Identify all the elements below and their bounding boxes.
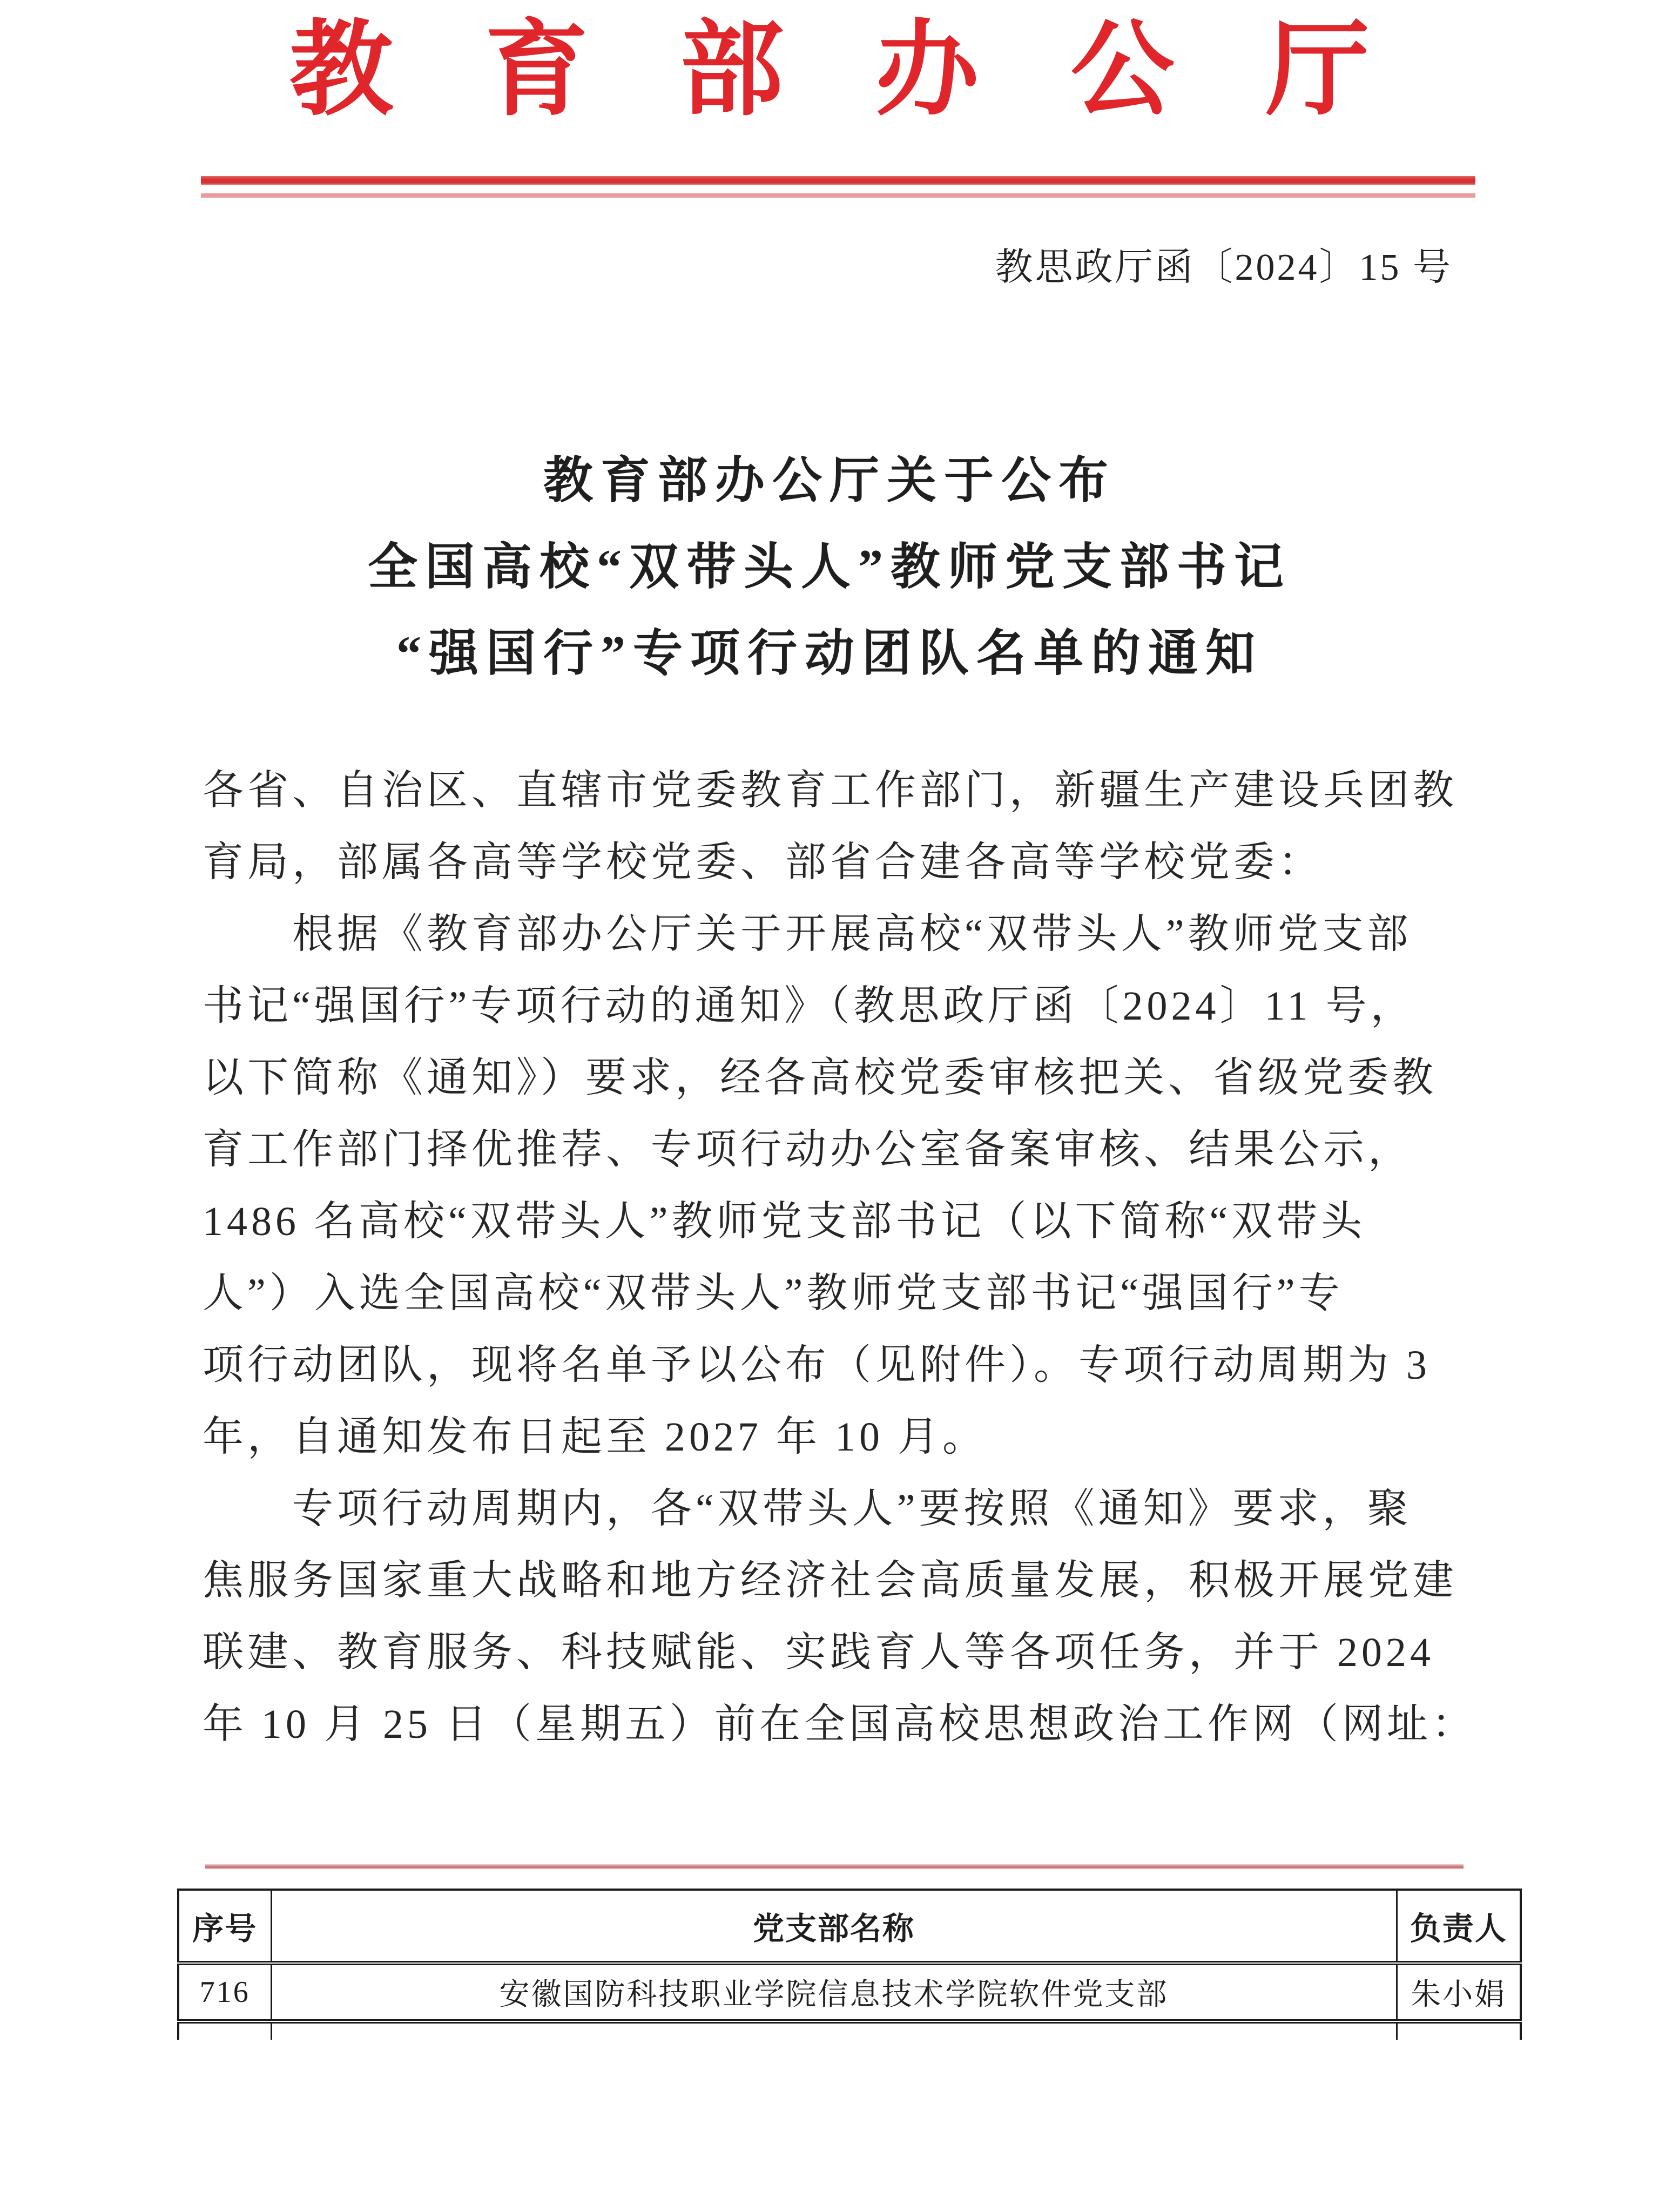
body-line: 以下简称《通知》）要求，经各高校党委审核把关、省级党委教 [203, 1055, 1437, 1101]
notice-title [0, 437, 1659, 697]
table-header-row [178, 1890, 1521, 1963]
table-header-leader: 负责人 [1397, 1890, 1521, 1963]
red-rule-thick [201, 176, 1475, 185]
body-line: 年 10 月 25 日（星期五）前在全国高校思想政治工作网（网址： [203, 1702, 1476, 1747]
page-separator-line [205, 1864, 1464, 1869]
cell-empty [1397, 2021, 1521, 2040]
cell-empty [271, 2021, 1397, 2040]
body-line: 书记“强国行”专项行动的通知》（教思政厅函〔2024〕11 号， [203, 983, 1415, 1029]
body-line: 焦服务国家重大战略和地方经济社会高质量发展，积极开展党建 [203, 1558, 1458, 1603]
table-header-branch-name: 党支部名称 [271, 1890, 1397, 1963]
red-rule-thin [201, 193, 1475, 198]
cell-leader: 朱小娟 [1397, 1963, 1521, 2021]
table-row-partial [178, 2021, 1521, 2040]
body-line: 各省、自治区、直辖市党委教育工作部门，新疆生产建设兵团教 [203, 768, 1458, 813]
body-line: 育局，部属各高等学校党委、部省合建各高等学校党委： [203, 840, 1323, 885]
notice-title-line: 全国高校“双带头人”教师党支部书记 [367, 539, 1291, 595]
cell-empty [178, 2021, 271, 2040]
notice-body [203, 755, 1476, 1761]
notice-title-line: “强国行”专项行动团队名单的通知 [396, 626, 1263, 681]
body-line: 1486 名高校“双带头人”教师党支部书记（以下简称“双带头 [203, 1199, 1366, 1244]
letterhead-char: 育 [484, 13, 589, 128]
body-line: 项行动团队，现将名单予以公布（见附件）。专项行动周期为 3 [203, 1343, 1431, 1388]
letterhead-char: 厅 [1265, 13, 1370, 128]
body-line: 根据《教育部办公厅关于开展高校“双带头人”教师党支部 [203, 912, 1412, 957]
letterhead-char: 公 [1070, 13, 1175, 128]
body-line: 育工作部门择优推荐、专项行动办公室备案审核、结果公示， [203, 1127, 1413, 1172]
letterhead-char: 教 [289, 13, 393, 128]
document-number: 教思政厅函〔2024〕15 号 [995, 247, 1453, 288]
table-row [178, 1963, 1521, 2021]
body-line: 专项行动周期内，各“双带头人”要按照《通知》要求，聚 [203, 1486, 1412, 1532]
body-line: 联建、教育服务、科技赋能、实践育人等各项任务，并于 2024 [203, 1630, 1434, 1675]
roster-table [177, 1889, 1522, 2040]
table-header-no: 序号 [178, 1890, 271, 1963]
notice-title-line: 教育部办公厅关于公布 [543, 453, 1116, 508]
cell-no: 716 [178, 1963, 271, 2021]
body-line: 年，自通知发布日起至 2027 年 10 月。 [203, 1414, 987, 1460]
cell-branch-name: 安徽国防科技职业学院信息技术学院软件党支部 [271, 1963, 1397, 2021]
letterhead-title [289, 13, 1370, 128]
body-line: 人”）入选全国高校“双带头人”教师党支部书记“强国行”专 [203, 1271, 1344, 1316]
letterhead-char: 部 [680, 13, 784, 128]
letterhead-char: 办 [875, 13, 979, 128]
